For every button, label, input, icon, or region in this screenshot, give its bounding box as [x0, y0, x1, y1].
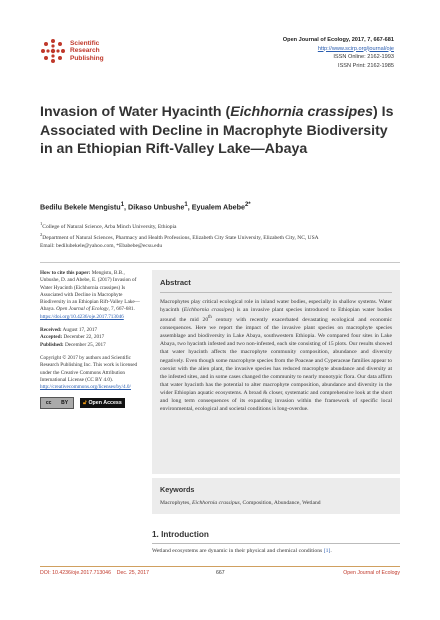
cc-badge-label: cc — [45, 399, 52, 406]
introduction-end: . — [330, 548, 332, 554]
author-separator: , — [124, 202, 129, 212]
article-dates — [40, 327, 144, 349]
affiliations — [40, 220, 410, 251]
title-part2: ) Is Associated with Decline in Macrophyte Biodiversity in an Ethiopian Rift-Valley Lake—Abaya — [40, 104, 394, 158]
footer-doi-date — [40, 570, 149, 576]
abstract-superscript: th — [208, 315, 212, 321]
keywords-panel — [152, 478, 400, 514]
author-2: Dikaso Unbushe — [128, 202, 185, 212]
abstract-text-part1: Macrophytes play critical ecological role in inland water bodies, especially in shallow systems. Water hyacinth ( — [160, 299, 392, 314]
open-access-badge — [80, 398, 125, 408]
published-label: Published: — [40, 341, 64, 348]
by-badge-label: BY — [61, 399, 69, 406]
journal-name: Open Journal of Ecology, 2017, 7, 667-681 — [282, 37, 394, 43]
author-3: Eyualem Abebe — [191, 202, 245, 212]
copyright-notice — [40, 355, 144, 391]
how-to-cite-label: How to cite this paper: — [40, 270, 91, 276]
abstract-divider — [160, 292, 392, 293]
section-heading: 1. Introduction — [152, 530, 209, 539]
how-to-cite-journal: Open Journal of Ecology — [56, 306, 109, 313]
author-1: Bedilu Bekele Mengistu — [40, 202, 121, 212]
cc-license-badge[interactable] — [40, 397, 74, 409]
divider — [40, 262, 400, 263]
page-number: 667 — [216, 570, 225, 576]
author-1-affil: 1 — [120, 202, 125, 208]
journal-info — [283, 36, 394, 70]
introduction-text — [152, 548, 400, 554]
author-separator: , — [187, 202, 192, 212]
keywords-before: Macrophytes, — [160, 500, 193, 506]
author-3-affil: 2* — [244, 202, 251, 208]
affiliation-2 — [40, 231, 410, 242]
title-part1: Invasion of Water Hyacinth ( — [40, 104, 231, 120]
section-divider — [152, 543, 400, 544]
publisher-name-line3: Publishing — [70, 54, 104, 62]
affiliation-2-text: Department of Natural Sciences, Pharmacy and Health Professions, Elizabeth City State University, Elizabeth City, NC, USA — [42, 235, 319, 242]
publisher-name — [70, 40, 104, 62]
footer-date: Dec. 25, 2017 — [116, 570, 150, 576]
affiliation-1 — [40, 220, 410, 231]
publisher-name-line2: Research — [70, 47, 100, 55]
author-list — [40, 202, 251, 211]
abstract-text-part3: century with recently exacerbated devastating ecological and economic consequences. Here we report the impact of the invasive plant species on macrophyte species assemblage and biodiversity in Lake Abaya, southwestern Ethiopia. We compared four sites in Lake Abaya, two hyacinth infested and two non-infested, each site consisting of 15 plots. Our results showed that water hyacinth affects the macrophyte community composition, abundance and diversity negatively. Even though some macrophyte species from the Poaceae and Cyperaceae families appear to coexist with the alien plant, the invasive species has reduced macrophyte abundance and diversity at the infested sites, and in some cases changed the community to nearly monotypic flora. Our data affirm that water hyacinth has the potential to alter macrophyte composition, abundance and diversity in the wider Ethiopian aquatic ecosystems. A broad & closer, systematic and comprehensive look at the short and long term consequences of its expanding invasion within the framework of specific local environmental, ecological and societal conditions is long-overdue. — [160, 317, 393, 413]
abstract-panel — [152, 270, 400, 474]
issn-online: ISSN Online: 2162-1993 — [333, 54, 394, 61]
footer-journal: Open Journal of Ecology — [343, 570, 400, 576]
abstract-species: Eichhornia crassipes — [183, 307, 233, 314]
keywords-after: , Composition, Abundance, Wetland — [239, 500, 321, 506]
keywords-list — [160, 500, 400, 506]
journal-url-link[interactable]: http://www.scirp.org/journal/oje — [317, 45, 394, 52]
affiliation-1-text: College of Natural Science, Arba Minch University, Ethiopia — [42, 223, 177, 230]
introduction-sentence: Wetland ecosystems are dynamic in their physical and chemical conditions — [152, 548, 324, 554]
article-sidebar — [40, 270, 144, 409]
affiliation-1-marker: 1 — [40, 221, 43, 226]
how-to-cite-volume: , 7, 667-681. — [108, 306, 135, 313]
how-to-cite — [40, 270, 144, 321]
abstract-heading: Abstract — [160, 278, 191, 287]
title-species: Eichhornia crassipes — [230, 104, 373, 120]
publisher-logo — [40, 38, 104, 64]
footer-doi: DOI: 10.4236/oje.2017.713046 — [40, 570, 111, 576]
published-date: December 25, 2017 — [63, 341, 106, 348]
footer-divider — [40, 566, 400, 567]
paper-title — [40, 103, 400, 159]
accepted-date: December 22, 2017 — [62, 334, 105, 341]
keywords-heading: Keywords — [160, 485, 195, 494]
abstract-text — [160, 298, 392, 413]
abstract-text-part2: ) is an invasive plant species introduced to Ethiopian water bodies around the mid 20 — [160, 307, 393, 324]
how-to-cite-text: Mengistu, B.B., Unbushe, D. and Abebe, E. (2017) Invasion of Water Hyacinth (Eichhornia crassipes) Is Associated with Decline in Macrophyte Biodiversity in an Ethiopian Rift-Valley Lake—Abaya. — [40, 270, 140, 313]
copyright-text: Copyright © 2017 by authors and Scientific Research Publishing Inc. This work is licensed under the Creative Commons Attribution International License (CC BY 4.0). — [40, 354, 138, 383]
keywords-species: Eichhornia crassipus — [192, 500, 240, 506]
publisher-logo-icon — [40, 38, 66, 64]
license-badges — [40, 397, 144, 409]
affiliation-2-marker: 2 — [40, 232, 43, 238]
author-2-affil: 1 — [184, 202, 188, 208]
publisher-name-line1: Scientific — [70, 39, 100, 47]
open-lock-icon: 🔓︎ — [83, 399, 87, 406]
issn-print: ISSN Print: 2162-1985 — [338, 62, 394, 69]
license-link[interactable]: http://creativecommons.org/licenses/by/4.0/ — [40, 384, 131, 391]
author-emails: Email: bedilubekele@yahoo.com, *Ebabebe@ecsu.edu — [40, 243, 163, 250]
citation-link[interactable]: [1] — [323, 548, 331, 554]
doi-link[interactable]: https://doi.org/10.4236/oje.2017.713046 — [40, 313, 124, 320]
received-date: August 17, 2017 — [61, 327, 98, 334]
accepted-label: Accepted: — [40, 334, 63, 341]
open-access-label: Open Access — [88, 399, 122, 406]
received-label: Received: — [40, 327, 62, 334]
